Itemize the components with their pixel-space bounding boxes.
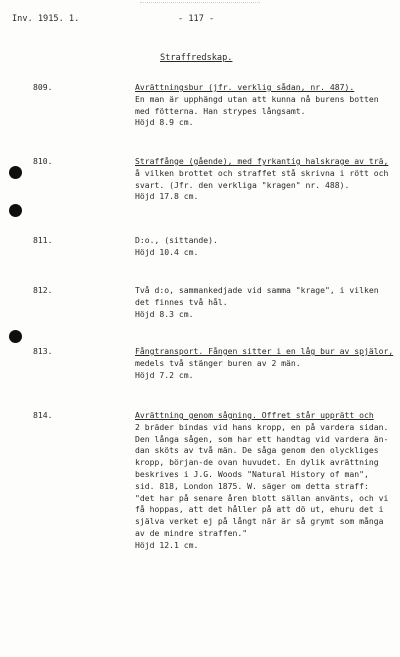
entry-line: D:o., (sittande). — [135, 235, 218, 245]
entry-height: Höjd 10.4 cm. — [135, 246, 199, 257]
entry-line: å vilken brottet och straffet stå skrivna i rött och — [135, 167, 389, 178]
section-title: Straffredskap. — [160, 53, 233, 63]
entry-text — [135, 410, 397, 552]
page-number: - 117 - — [178, 14, 215, 24]
entry-number: 809. — [33, 82, 53, 92]
punch-hole — [9, 204, 22, 217]
entry-line: dan sköts av två män. De såga genom den olyckliges — [135, 445, 379, 456]
entry-line: 2 bräder bindas vid hans kropp, en på vardera sidan. — [135, 421, 389, 432]
entry-line: Två d:o, sammankedjade vid samma "krage", i vilken — [135, 285, 379, 295]
entry-line: Den långa sågen, som har ett handtag vid vardera än- — [135, 433, 389, 444]
entry-line: beskrives i J.G. Woods "Natural History of man", — [135, 468, 369, 479]
entry-line: "det har på senare åren blott sällan använts, och vi — [135, 492, 389, 503]
entry-text — [135, 235, 397, 259]
entry-number: 810. — [33, 156, 53, 166]
entry-line: svart. (Jfr. den verkliga "kragen" nr. 488). — [135, 179, 350, 190]
entry-line: själva verket ej på långt när är så grymt som många — [135, 516, 384, 527]
entry-line: Avrättning genom sågning. Offret står upprätt och — [135, 410, 374, 420]
punch-hole — [9, 330, 22, 343]
entry-line: Avrättningsbur (jfr. verklig sådan, nr. 487). — [135, 82, 355, 92]
entry-line: med fötterna. Han strypes långsamt. — [135, 105, 306, 116]
entry-height: Höjd 8.3 cm. — [135, 308, 194, 319]
entry-line: kropp, början-de ovan huvudet. En dylik avrättning — [135, 457, 379, 468]
inventory-reference: Inv. 1915. 1. — [12, 14, 80, 24]
entry-text — [135, 82, 397, 129]
faint-bleed-through — [140, 2, 260, 6]
entry-line: sid. 818, London 1875. W. säger om detta straff: — [135, 480, 369, 491]
entry-number: 814. — [33, 410, 53, 420]
entry-line: få hoppas, att det håller på att dö ut, ehuru det i — [135, 504, 384, 515]
entry-text — [135, 285, 397, 320]
entry-number: 812. — [33, 285, 53, 295]
entry-height: Höjd 12.1 cm. — [135, 539, 199, 550]
entry-line: det finnes två hål. — [135, 296, 228, 307]
entry-number: 813. — [33, 346, 53, 356]
entry-height: Höjd 8.9 cm. — [135, 117, 194, 128]
entry-height: Höjd 7.2 cm. — [135, 369, 194, 380]
entry-number: 811. — [33, 235, 53, 245]
entry-line: medels två stänger buren av 2 män. — [135, 357, 301, 368]
entry-line: Fångtransport. Fången sitter i en låg bur av spjälor, — [135, 346, 394, 356]
entry-line: En man är upphängd utan att kunna nå burens botten — [135, 93, 379, 104]
entry-text — [135, 156, 397, 203]
entry-text — [135, 346, 397, 381]
punch-hole — [9, 166, 22, 179]
entry-line: av de mindre straffen." — [135, 527, 248, 538]
entry-height: Höjd 17.8 cm. — [135, 191, 199, 202]
entry-line: Straffånge (gående), med fyrkantig halskrage av trä, — [135, 156, 389, 166]
